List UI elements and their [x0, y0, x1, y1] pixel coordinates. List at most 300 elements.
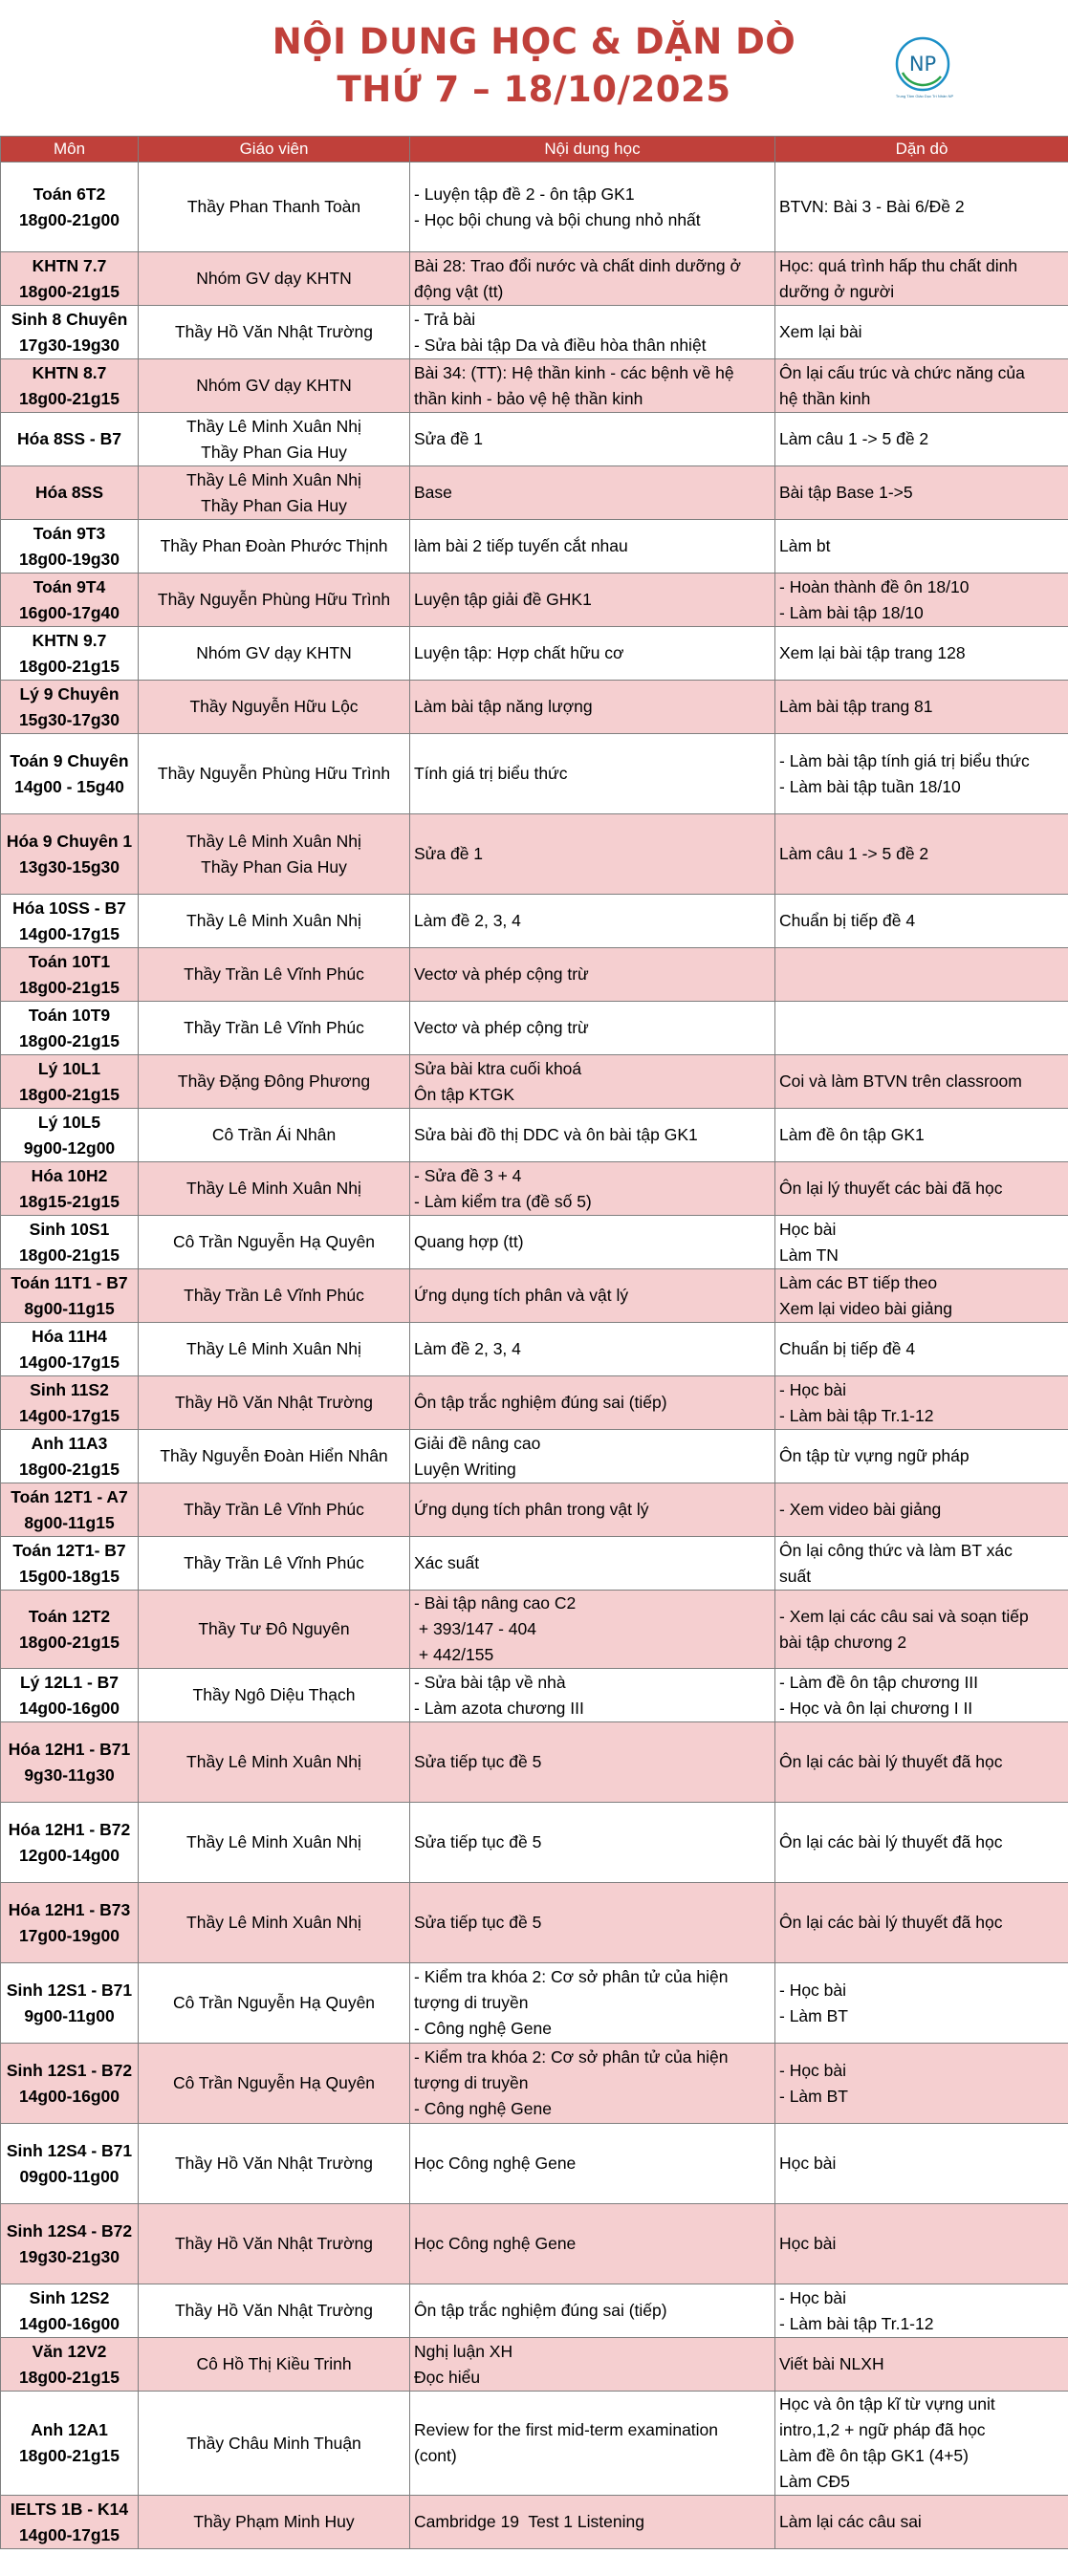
homework-cell	[775, 2044, 1068, 2124]
subject-cell	[1, 948, 139, 1002]
subject-cell-line: 18g15-21g15	[18, 1191, 120, 1211]
subject-cell	[1, 2496, 139, 2549]
homework-cell	[775, 2392, 1068, 2496]
homework-cell-line: Học: quá trình hấp thu chất dinh	[779, 255, 1018, 275]
subject-cell-line: Sinh 12S1 - B72	[6, 2060, 133, 2080]
subject-cell-line: Toán 10T9	[28, 1005, 111, 1025]
subject-cell-line: 14g00-17g15	[18, 1352, 120, 1372]
teacher-cell	[139, 627, 410, 681]
subject-cell-line: Lý 10L1	[37, 1058, 101, 1078]
subject-cell	[1, 359, 139, 413]
subject-cell-line: 18g00-19g30	[18, 549, 120, 569]
teacher-cell-line: Thầy Tư Đô Nguyên	[198, 1619, 350, 1638]
content-cell-line: Sửa bài ktra cuối khoá	[414, 1058, 582, 1078]
teacher-cell-line: Thầy Trần Lê Vĩnh Phúc	[184, 1286, 364, 1305]
teacher-cell	[139, 1483, 410, 1537]
homework-cell-line: Xem lại bài tập trang 128	[779, 643, 966, 662]
subject-cell-line: 14g00-16g00	[18, 1698, 120, 1718]
content-cell-line: - Bài tập nâng cao C2	[414, 1593, 577, 1613]
homework-cell-line: - Làm bài tập 18/10	[779, 602, 924, 622]
teacher-cell-line: Thầy Nguyễn Phùng Hữu Trình	[157, 590, 391, 609]
teacher-cell-line: Thầy Lê Minh Xuân Nhị	[186, 416, 361, 436]
table-row	[1, 466, 1068, 520]
homework-cell	[775, 1803, 1068, 1883]
homework-cell	[775, 1109, 1068, 1162]
teacher-cell-line: Thầy Lê Minh Xuân Nhị	[186, 469, 361, 489]
content-cell-line: Vectơ và phép cộng trừ	[414, 1018, 589, 1037]
table-row	[1, 734, 1068, 814]
table-header-row	[1, 137, 1068, 162]
homework-cell-line: Coi và làm BTVN trên classroom	[779, 1072, 1022, 1091]
subject-cell-line: Lý 9 Chuyên	[19, 683, 120, 704]
teacher-cell-line: Thầy Hồ Văn Nhật Trường	[174, 2301, 374, 2320]
subject-cell-line: Hóa 12H1 - B72	[8, 1819, 131, 1839]
teacher-cell	[139, 252, 410, 306]
teacher-cell-line: Cô Trần Nguyễn Hạ Quyên	[172, 1993, 376, 2012]
content-cell-line: Bài 28: Trao đổi nước và chất dinh dưỡng ở	[414, 255, 741, 275]
content-cell	[410, 2124, 775, 2204]
content-cell-line: - Làm azota chương III	[414, 1698, 584, 1718]
table-row	[1, 2338, 1068, 2392]
teacher-cell-line: Thầy Hồ Văn Nhật Trường	[174, 322, 374, 341]
teacher-cell	[139, 520, 410, 574]
content-cell	[410, 252, 775, 306]
teacher-cell-line: Thầy Lê Minh Xuân Nhị	[186, 1179, 361, 1198]
table-row	[1, 814, 1068, 895]
subject-cell-line: Toán 9T4	[33, 576, 106, 596]
content-cell-line: Giải đề nâng cao	[414, 1433, 541, 1453]
subject-cell	[1, 1323, 139, 1376]
teacher-cell-line: Thầy Phan Đoàn Phước Thịnh	[160, 536, 388, 555]
subject-cell-line: 18g00-21g15	[18, 656, 120, 676]
subject-cell	[1, 1002, 139, 1055]
subject-cell	[1, 306, 139, 359]
homework-cell-line: Làm bài tập trang 81	[779, 697, 933, 716]
subject-cell-line: 18g00-21g15	[18, 977, 120, 997]
homework-cell	[775, 359, 1068, 413]
subject-cell-line: Lý 10L5	[37, 1112, 101, 1132]
homework-cell-line: Làm TN	[779, 1245, 839, 1265]
subject-cell-line: 9g00-12g00	[23, 1137, 116, 1158]
teacher-cell	[139, 2044, 410, 2124]
teacher-cell	[139, 1722, 410, 1803]
teacher-cell	[139, 359, 410, 413]
subject-cell	[1, 627, 139, 681]
teacher-cell-line: Thầy Trần Lê Vĩnh Phúc	[184, 1018, 364, 1037]
homework-cell-line: - Làm BT	[779, 2005, 848, 2025]
column-header-content: Nội dung học	[410, 137, 775, 162]
content-cell	[410, 466, 775, 520]
teacher-cell	[139, 2204, 410, 2284]
homework-cell	[775, 2124, 1068, 2204]
subject-cell	[1, 814, 139, 895]
teacher-cell-line: Thầy Hồ Văn Nhật Trường	[174, 1393, 374, 1412]
content-cell-line: Sửa tiếp tục đề 5	[414, 1832, 542, 1851]
content-cell-line: Sửa đề 1	[414, 429, 484, 448]
teacher-cell	[139, 413, 410, 466]
column-header-homework: Dặn dò	[775, 137, 1068, 162]
teacher-cell	[139, 1055, 410, 1109]
table-row	[1, 2284, 1068, 2338]
homework-cell	[775, 734, 1068, 814]
teacher-cell	[139, 162, 410, 252]
content-cell-line: Ứng dụng tích phân và vật lý	[414, 1286, 629, 1305]
content-cell-line: làm bài 2 tiếp tuyến cắt nhau	[414, 536, 628, 555]
teacher-cell	[139, 1883, 410, 1963]
subject-cell	[1, 162, 139, 252]
subject-cell-line: 18g00-21g15	[18, 1084, 120, 1104]
subject-cell-line: 8g00-11g15	[24, 1298, 115, 1318]
homework-cell-line: Làm bt	[779, 536, 831, 555]
teacher-cell-line: Cô Trần Nguyễn Hạ Quyên	[172, 2073, 376, 2092]
content-cell-line: động vật (tt)	[414, 281, 504, 301]
page-header	[0, 0, 1068, 136]
content-cell	[410, 1883, 775, 1963]
content-cell-line: Làm đề 2, 3, 4	[414, 911, 521, 930]
content-cell	[410, 2204, 775, 2284]
subject-cell-line: Sinh 12S2	[29, 2287, 110, 2307]
subject-cell-line: Anh 12A1	[31, 2420, 108, 2439]
homework-cell	[775, 1883, 1068, 1963]
teacher-cell-line: Thầy Phan Thanh Toàn	[186, 197, 361, 216]
homework-cell-line: - Làm BT	[779, 2086, 848, 2106]
subject-cell	[1, 520, 139, 574]
subject-cell	[1, 2204, 139, 2284]
content-cell-line: - Sửa bài tập Da và điều hòa thân nhiệt	[414, 335, 707, 355]
teacher-cell-line: Thầy Phan Gia Huy	[201, 856, 347, 877]
content-cell-line: - Kiểm tra khóa 2: Cơ sở phân tử của hiện	[414, 1967, 729, 1986]
subject-cell-line: 17g30-19g30	[18, 335, 120, 355]
homework-cell	[775, 520, 1068, 574]
homework-cell	[775, 466, 1068, 520]
content-cell-line: Sửa tiếp tục đề 5	[414, 1752, 542, 1771]
table-row	[1, 306, 1068, 359]
content-cell-line: - Làm kiểm tra (đề số 5)	[414, 1191, 592, 1211]
subject-cell-line: Hóa 12H1 - B73	[8, 1899, 131, 1919]
subject-cell-line: 18g00-21g15	[18, 2367, 120, 2387]
content-cell	[410, 1537, 775, 1591]
subject-cell	[1, 1430, 139, 1483]
content-cell-line: Ôn tập trắc nghiệm đúng sai (tiếp)	[414, 2301, 667, 2320]
subject-cell-line: 18g00-21g15	[18, 1030, 120, 1050]
content-cell	[410, 1323, 775, 1376]
content-cell	[410, 814, 775, 895]
subject-cell	[1, 2044, 139, 2124]
table-row	[1, 2392, 1068, 2496]
teacher-cell	[139, 1269, 410, 1323]
content-cell-line: Nghị luận XH	[414, 2341, 513, 2361]
table-row	[1, 1269, 1068, 1323]
content-cell-line: Làm đề 2, 3, 4	[414, 1339, 521, 1358]
homework-cell	[775, 306, 1068, 359]
homework-cell-line: - Học bài	[779, 1980, 847, 2000]
homework-cell-line: - Xem lại các câu sai và soạn tiếp	[779, 1606, 1029, 1626]
table-row	[1, 627, 1068, 681]
homework-cell-line: Học bài	[779, 2154, 837, 2173]
teacher-cell	[139, 1803, 410, 1883]
homework-cell-line: Ôn lại các bài lý thuyết đã học	[779, 1752, 1003, 1771]
homework-cell	[775, 2284, 1068, 2338]
content-cell	[410, 1055, 775, 1109]
content-cell	[410, 1430, 775, 1483]
content-cell-line: Luyện tập: Hợp chất hữu cơ	[414, 643, 624, 662]
homework-cell	[775, 2338, 1068, 2392]
content-cell-line: - Học bội chung và bội chung nhỏ nhất	[414, 209, 701, 229]
content-cell-line: Ôn tập KTGK	[414, 1084, 515, 1104]
homework-cell-line: - Làm đề ôn tập chương III	[779, 1672, 979, 1692]
homework-cell	[775, 1376, 1068, 1430]
teacher-cell-line: Cô Trần Ái Nhân	[211, 1125, 337, 1144]
teacher-cell	[139, 1216, 410, 1269]
table-row	[1, 162, 1068, 252]
content-cell	[410, 1669, 775, 1722]
homework-cell-line: Chuẩn bị tiếp đề 4	[779, 911, 916, 930]
homework-cell-line: suất	[779, 1566, 812, 1586]
subject-cell	[1, 1963, 139, 2044]
table-row	[1, 1055, 1068, 1109]
subject-cell-line: Hóa 11H4	[32, 1326, 107, 1346]
teacher-cell	[139, 2338, 410, 2392]
table-row	[1, 2496, 1068, 2549]
table-row	[1, 1216, 1068, 1269]
subject-cell-line: Toán 10T1	[28, 951, 111, 971]
teacher-cell	[139, 574, 410, 627]
teacher-cell	[139, 1109, 410, 1162]
subject-cell-line: 12g00-14g00	[18, 1845, 120, 1865]
table-row	[1, 681, 1068, 734]
subject-cell-line: 14g00-17g15	[18, 1405, 120, 1425]
table-row	[1, 1002, 1068, 1055]
homework-cell	[775, 1537, 1068, 1591]
homework-cell	[775, 2204, 1068, 2284]
subject-cell	[1, 413, 139, 466]
homework-cell-line: Làm CĐ5	[779, 2472, 850, 2491]
subject-cell-line: KHTN 8.7	[32, 362, 107, 382]
teacher-cell-line: Thầy Lê Minh Xuân Nhị	[186, 1832, 361, 1851]
content-cell	[410, 734, 775, 814]
teacher-cell	[139, 2392, 410, 2496]
teacher-cell-line: Thầy Châu Minh Thuận	[186, 2433, 361, 2453]
homework-cell-line: Xem lại bài	[779, 322, 862, 341]
homework-cell-line: Xem lại video bài giảng	[779, 1298, 952, 1318]
subject-cell	[1, 574, 139, 627]
subject-cell-line: 14g00-16g00	[18, 2313, 120, 2333]
homework-cell-line: BTVN: Bài 3 - Bài 6/Đề 2	[779, 197, 965, 216]
homework-cell-line: - Học và ôn lại chương I II	[779, 1698, 973, 1718]
teacher-cell-line: Thầy Đặng Đông Phương	[177, 1072, 371, 1091]
homework-cell-line: Bài tập Base 1->5	[779, 483, 913, 502]
homework-cell-line: - Học bài	[779, 1379, 847, 1399]
subject-cell-line: Hóa 12H1 - B71	[8, 1739, 131, 1759]
content-cell	[410, 948, 775, 1002]
content-cell	[410, 1591, 775, 1669]
teacher-cell-line: Thầy Phan Gia Huy	[201, 495, 347, 515]
teacher-cell-line: Cô Hồ Thị Kiều Trinh	[196, 2354, 352, 2373]
teacher-cell-line: Thầy Lê Minh Xuân Nhị	[186, 1913, 361, 1932]
teacher-cell	[139, 306, 410, 359]
homework-cell-line: Ôn lại lý thuyết các bài đã học	[779, 1179, 1003, 1198]
subject-cell-line: 15g30-17g30	[18, 709, 120, 729]
content-cell-line: - Sửa đề 3 + 4	[414, 1165, 522, 1185]
column-header-teacher: Giáo viên	[139, 137, 410, 162]
teacher-cell-line: Thầy Phan Gia Huy	[201, 442, 347, 462]
content-cell	[410, 1216, 775, 1269]
subject-cell-line: 18g00-21g15	[18, 1459, 120, 1479]
table-row	[1, 1430, 1068, 1483]
subject-cell	[1, 2338, 139, 2392]
content-cell-line: Quang hợp (tt)	[414, 1232, 524, 1251]
content-cell	[410, 2392, 775, 2496]
subject-cell-line: 16g00-17g40	[18, 602, 120, 622]
subject-cell	[1, 1109, 139, 1162]
teacher-cell-line: Thầy Hồ Văn Nhật Trường	[174, 2234, 374, 2253]
homework-cell-line: Ôn lại công thức và làm BT xác	[779, 1540, 1013, 1560]
subject-cell-line: Hóa 9 Chuyên 1	[6, 831, 133, 851]
homework-cell-line: Viết bài NLXH	[779, 2354, 884, 2373]
subject-cell-line: Sinh 12S1 - B71	[6, 1980, 133, 2000]
table-row	[1, 1376, 1068, 1430]
teacher-cell	[139, 1591, 410, 1669]
content-cell-line: Học Công nghệ Gene	[414, 2234, 577, 2253]
teacher-cell	[139, 1002, 410, 1055]
content-cell-line: tượng di truyền	[414, 1993, 529, 2012]
logo-caption: Trung Tâm Giáo Dục Trí Nhân NP	[895, 94, 954, 98]
teacher-cell-line: Thầy Phạm Minh Huy	[193, 2512, 355, 2531]
table-row	[1, 1162, 1068, 1216]
subject-cell-line: Toán 12T1 - A7	[11, 1486, 128, 1506]
subject-cell-line: Toán 12T2	[28, 1606, 111, 1626]
teacher-cell-line: Nhóm GV dạy KHTN	[196, 376, 352, 395]
homework-cell	[775, 574, 1068, 627]
subject-cell-line: KHTN 9.7	[32, 630, 107, 650]
homework-cell-line: - Học bài	[779, 2060, 847, 2080]
logo-letters: NP	[908, 53, 937, 76]
content-cell-line: tượng di truyền	[414, 2073, 529, 2092]
homework-cell-line: - Hoàn thành đề ôn 18/10	[779, 576, 970, 596]
content-cell	[410, 520, 775, 574]
subject-cell-line: 14g00 - 15g40	[14, 776, 124, 796]
teacher-cell-line: Thầy Lê Minh Xuân Nhị	[186, 1752, 361, 1771]
homework-cell-line: intro,1,2 + ngữ pháp đã học	[779, 2420, 986, 2439]
subject-cell	[1, 1669, 139, 1722]
content-cell-line: Làm bài tập năng lượng	[414, 697, 593, 716]
content-cell	[410, 2338, 775, 2392]
subject-cell-line: IELTS 1B - K14	[10, 2499, 129, 2519]
content-cell-line: Review for the first mid-term examination	[414, 2420, 719, 2439]
homework-cell	[775, 1323, 1068, 1376]
center-logo-icon	[893, 34, 952, 94]
content-cell	[410, 681, 775, 734]
homework-cell	[775, 1162, 1068, 1216]
content-cell	[410, 2044, 775, 2124]
table-row	[1, 1722, 1068, 1803]
subject-cell-line: 19g30-21g30	[18, 2246, 120, 2266]
subject-cell-line: Hóa 10H2	[31, 1165, 108, 1185]
subject-cell	[1, 1376, 139, 1430]
subject-cell-line: 18g00-21g15	[18, 2446, 120, 2465]
homework-cell-line: Ôn lại các bài lý thuyết đã học	[779, 1913, 1003, 1932]
table-row	[1, 1803, 1068, 1883]
teacher-cell	[139, 1963, 410, 2044]
content-cell	[410, 1376, 775, 1430]
subject-cell-line: 18g00-21g15	[18, 1245, 120, 1265]
content-cell	[410, 359, 775, 413]
content-cell	[410, 1269, 775, 1323]
teacher-cell-line: Thầy Trần Lê Vĩnh Phúc	[184, 1553, 364, 1572]
content-cell-line: thần kinh - bảo vệ hệ thần kinh	[414, 388, 643, 408]
subject-cell	[1, 1216, 139, 1269]
teacher-cell	[139, 948, 410, 1002]
subject-cell-line: KHTN 7.7	[32, 255, 107, 275]
homework-cell-line: - Làm bài tập Tr.1-12	[779, 2313, 934, 2333]
homework-cell-line: - Làm bài tập tính giá trị biểu thức	[779, 750, 1030, 770]
content-cell-line: Ôn tập trắc nghiệm đúng sai (tiếp)	[414, 1393, 667, 1412]
table-row	[1, 2204, 1068, 2284]
content-cell-line: Sửa bài đồ thị DDC và ôn bài tập GK1	[414, 1125, 698, 1144]
homework-cell-line: - Xem video bài giảng	[779, 1500, 942, 1519]
subject-cell-line: 8g00-11g15	[24, 1512, 115, 1532]
teacher-cell	[139, 681, 410, 734]
content-cell-line: Bài 34: (TT): Hệ thần kinh - các bệnh về hệ	[414, 362, 734, 382]
subject-cell-line: 15g00-18g15	[18, 1566, 120, 1586]
teacher-cell-line: Thầy Lê Minh Xuân Nhị	[186, 911, 361, 930]
homework-cell-line: Học và ôn tập kĩ từ vựng unit	[779, 2394, 995, 2414]
subject-cell	[1, 1803, 139, 1883]
teacher-cell-line: Thầy Lê Minh Xuân Nhị	[186, 1339, 361, 1358]
table-row	[1, 1963, 1068, 2044]
column-header-subject: Môn	[1, 137, 139, 162]
subject-cell	[1, 1162, 139, 1216]
homework-cell	[775, 162, 1068, 252]
teacher-cell	[139, 2284, 410, 2338]
content-cell-line: Học Công nghệ Gene	[414, 2154, 577, 2173]
content-cell	[410, 1963, 775, 2044]
subject-cell-line: Sinh 11S2	[30, 1379, 109, 1399]
subject-cell-line: Lý 12L1 - B7	[19, 1672, 120, 1692]
content-cell-line: - Trả bài	[414, 309, 476, 329]
subject-cell	[1, 734, 139, 814]
homework-cell	[775, 1669, 1068, 1722]
content-cell-line: - Sửa bài tập về nhà	[414, 1672, 566, 1692]
content-cell	[410, 1483, 775, 1537]
subject-cell-line: 09g00-11g00	[19, 2166, 120, 2186]
teacher-cell	[139, 1376, 410, 1430]
homework-cell	[775, 413, 1068, 466]
content-cell-line: Base	[414, 483, 452, 502]
homework-cell-line: - Học bài	[779, 2287, 847, 2307]
homework-cell-line: bài tập chương 2	[779, 1632, 907, 1652]
subject-cell	[1, 1483, 139, 1537]
homework-cell	[775, 1430, 1068, 1483]
subject-cell	[1, 1883, 139, 1963]
table-row	[1, 1537, 1068, 1591]
homework-cell-line: - Làm bài tập Tr.1-12	[779, 1405, 934, 1425]
teacher-cell	[139, 1323, 410, 1376]
table-row	[1, 574, 1068, 627]
teacher-cell	[139, 1537, 410, 1591]
content-cell-line: - Luyện tập đề 2 - ôn tập GK1	[414, 184, 635, 204]
homework-cell	[775, 1483, 1068, 1537]
table-row	[1, 2124, 1068, 2204]
teacher-cell	[139, 1430, 410, 1483]
content-cell-line: (cont)	[414, 2446, 457, 2465]
content-cell-line: + 442/155	[414, 1645, 494, 1664]
homework-cell	[775, 681, 1068, 734]
subject-cell	[1, 466, 139, 520]
teacher-cell-line: Thầy Lê Minh Xuân Nhị	[186, 831, 361, 851]
homework-cell-line: Làm câu 1 -> 5 đề 2	[779, 844, 929, 863]
subject-cell-line: 17g00-19g00	[18, 1925, 120, 1945]
